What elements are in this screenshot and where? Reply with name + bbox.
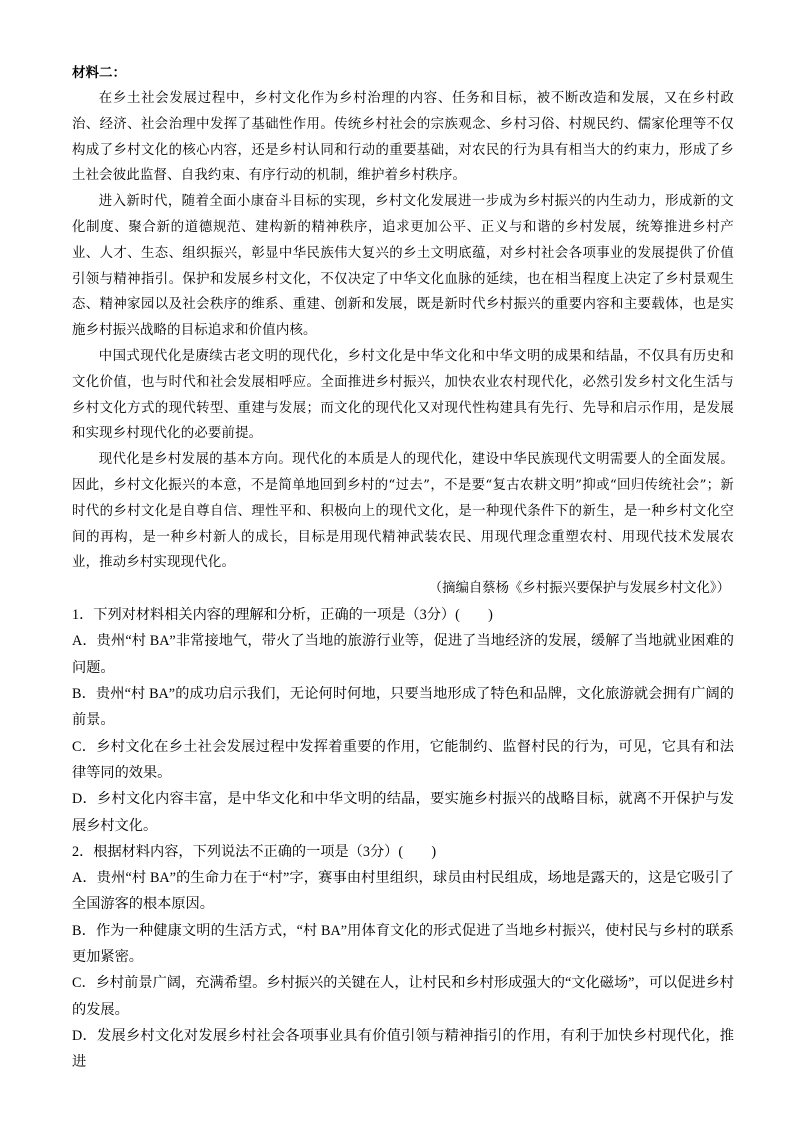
- question-2-option-d: D．发展乡村文化对发展乡村社会各项事业具有价值引领与精神指引的作用，有利于加快乡村现代化，推进: [72, 1027, 734, 1071]
- question-1-option-c: C．乡村文化在乡土社会发展过程中发挥着重要的作用，它能制约、监督村民的行为，可见，它具有和法律等同的效果。: [72, 738, 734, 781]
- question-2-option-b: B．作为一种健康文明的生活方式，“村 BA”用体育文化的形式促进了当地乡村振兴，使村民与乡村的联系更加紧密。: [72, 922, 734, 965]
- question-2-option-c: C．乡村前景广阔，充满希望。乡村振兴的关键在人，让村民和乡村形成强大的“文化磁场”，可以促进乡村的发展。: [72, 975, 734, 1018]
- question-1-option-b: B．贵州“村 BA”的成功启示我们，无论何时何地，只要当地形成了特色和品牌，文化旅游就会拥有广阔的前景。: [72, 686, 734, 729]
- question-2-stem: 2．根据材料内容，下列说法不正确的一项是（3分）( ): [72, 843, 437, 860]
- material-paragraph-2: 进入新时代，随着全面小康奋斗目标的实现，乡村文化发展进一步成为乡村振兴的内生动力，形成新的文化制度、聚合新的道德规范、建构新的精神秩序，追求更加公平、正义与和谐的乡村发展，统筹推进乡村产业、人才、生态、组织振兴，彰显中华民族伟大复兴的乡土文明底蕴，对乡村社会各项事业的发展提供了价值引领与精神指引。保护和发展乡村文化，不仅决定了中华文化血脉的延续，也在相当程度上决定了乡村景观生态、精神家园以及社会秩序的维系、重建、创新和发展，既是新时代乡村振兴的重要内容和主要载体，也是实施乡村振兴战略的目标追求和价值内核。: [72, 194, 734, 339]
- question-1-stem: 1．下列对材料相关内容的理解和分析，正确的一项是（3分）( ): [72, 607, 493, 624]
- material-paragraph-4: 现代化是乡村发展的基本方向。现代化的本质是人的现代化，建设中华民族现代文明需要人的全面发展。因此，乡村文化振兴的本意，不是简单地回到乡村的“过去”，不是要“复古农耕文明”抑或“回归传统社会”；新时代的乡村文化是自尊自信、理性平和、积极向上的现代文化，是一种现代条件下的新生，是一种乡村文化空间的再构，是一种乡村新人的成长，目标是用现代精神武装农民、用现代理念重塑农村、用现代技术发展农业，推动乡村实现现代化。: [72, 452, 734, 571]
- question-1-option-d: D．乡村文化内容丰富，是中华文化和中华文明的结晶，要实施乡村振兴的战略目标，就离不开保护与发展乡村文化。: [72, 791, 734, 834]
- question-1-option-a: A．贵州“村 BA”非常接地气，带火了当地的旅游行业等，促进了当地经济的发展，缓解了当地就业困难的问题。: [72, 633, 734, 676]
- question-1: [72, 602, 734, 839]
- material-title: 材料二：: [72, 65, 126, 81]
- question-2-option-a: A．贵州“村 BA”的生命力在于“村”字，赛事由村里组织，球员由村民组成，场地是露天的，这是它吸引了全国游客的根本原因。: [72, 870, 734, 913]
- material-paragraph-1: 在乡土社会发展过程中，乡村文化作为乡村治理的内容、任务和目标，被不断改造和发展，又在乡村政治、经济、社会治理中发挥了基础性作用。传统乡村社会的宗族观念、乡村习俗、村规民约、儒家伦理等不仅构成了乡村文化的核心内容，还是乡村认同和行动的重要基础，对农民的行为具有相当大的约束力，形成了乡土社会彼此监督、自我约束、有序行动的机制，维护着乡村秩序。: [72, 91, 734, 184]
- document-page: [72, 60, 734, 1075]
- material-paragraph-3: 中国式现代化是赓续古老文明的现代化，乡村文化是中华文化和中华文明的成果和结晶，不仅具有历史和文化价值，也与时代和社会发展相呼应。全面推进乡村振兴，加快农业农村现代化，必然引发乡村文化生活与乡村文化方式的现代转型、重建与发展；而文化的现代化又对现代性构建具有先行、先导和启示作用，是发展和实现乡村现代化的必要前提。: [72, 348, 734, 442]
- material-source: （摘编自蔡杨《乡村振兴要保护与发展乡村文化》）: [428, 581, 730, 597]
- question-2: [72, 839, 734, 1076]
